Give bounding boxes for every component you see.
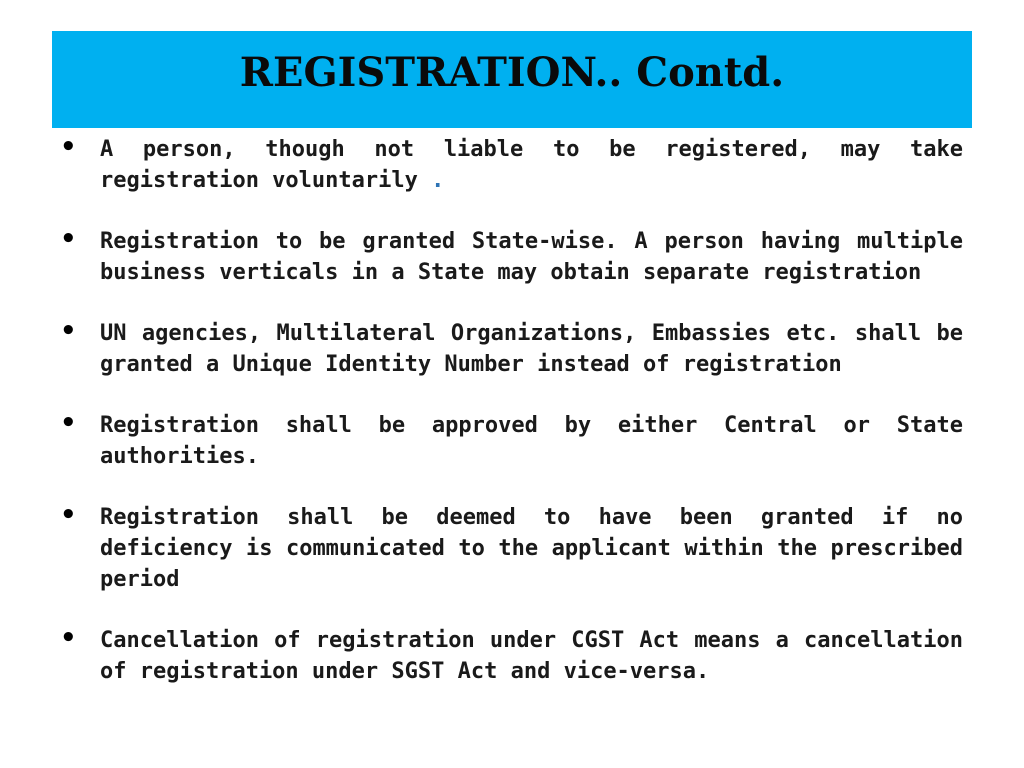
bullet-list: [60, 134, 963, 717]
title-bar: [52, 31, 972, 128]
bullet-icon: •: [60, 132, 77, 162]
bullet-text: Cancellation of registration under CGST Act means a cancellation of registration under SGST Act and vice-versa.: [100, 628, 963, 684]
bullet-item: [60, 134, 963, 196]
bullet-icon: •: [60, 500, 77, 530]
bullet-text: A person, though not liable to be registered, may take registration voluntarily: [100, 137, 963, 193]
bullet-icon: •: [60, 316, 77, 346]
bullet-text: Registration shall be deemed to have been granted if no deficiency is communicated to the applicant within the prescribed period: [100, 505, 963, 592]
slide-title: REGISTRATION.. Contd.: [239, 49, 785, 96]
bullet-icon: •: [60, 408, 77, 438]
bullet-item: [60, 318, 963, 380]
bullet-icon: •: [60, 623, 77, 653]
bullet-item: [60, 502, 963, 595]
bullet-text: Registration shall be approved by either Central or State authorities.: [100, 413, 963, 469]
bullet-item: [60, 410, 963, 472]
bullet-text: Registration to be granted State-wise. A person having multiple business verticals in a State may obtain separate registration: [100, 229, 963, 285]
bullet-icon: •: [60, 224, 77, 254]
bullet-text: UN agencies, Multilateral Organizations, Embassies etc. shall be granted a Unique Identity Number instead of registration: [100, 321, 963, 377]
bullet-item: [60, 226, 963, 288]
bullet-item: [60, 625, 963, 687]
bullet-suffix: .: [417, 168, 445, 193]
